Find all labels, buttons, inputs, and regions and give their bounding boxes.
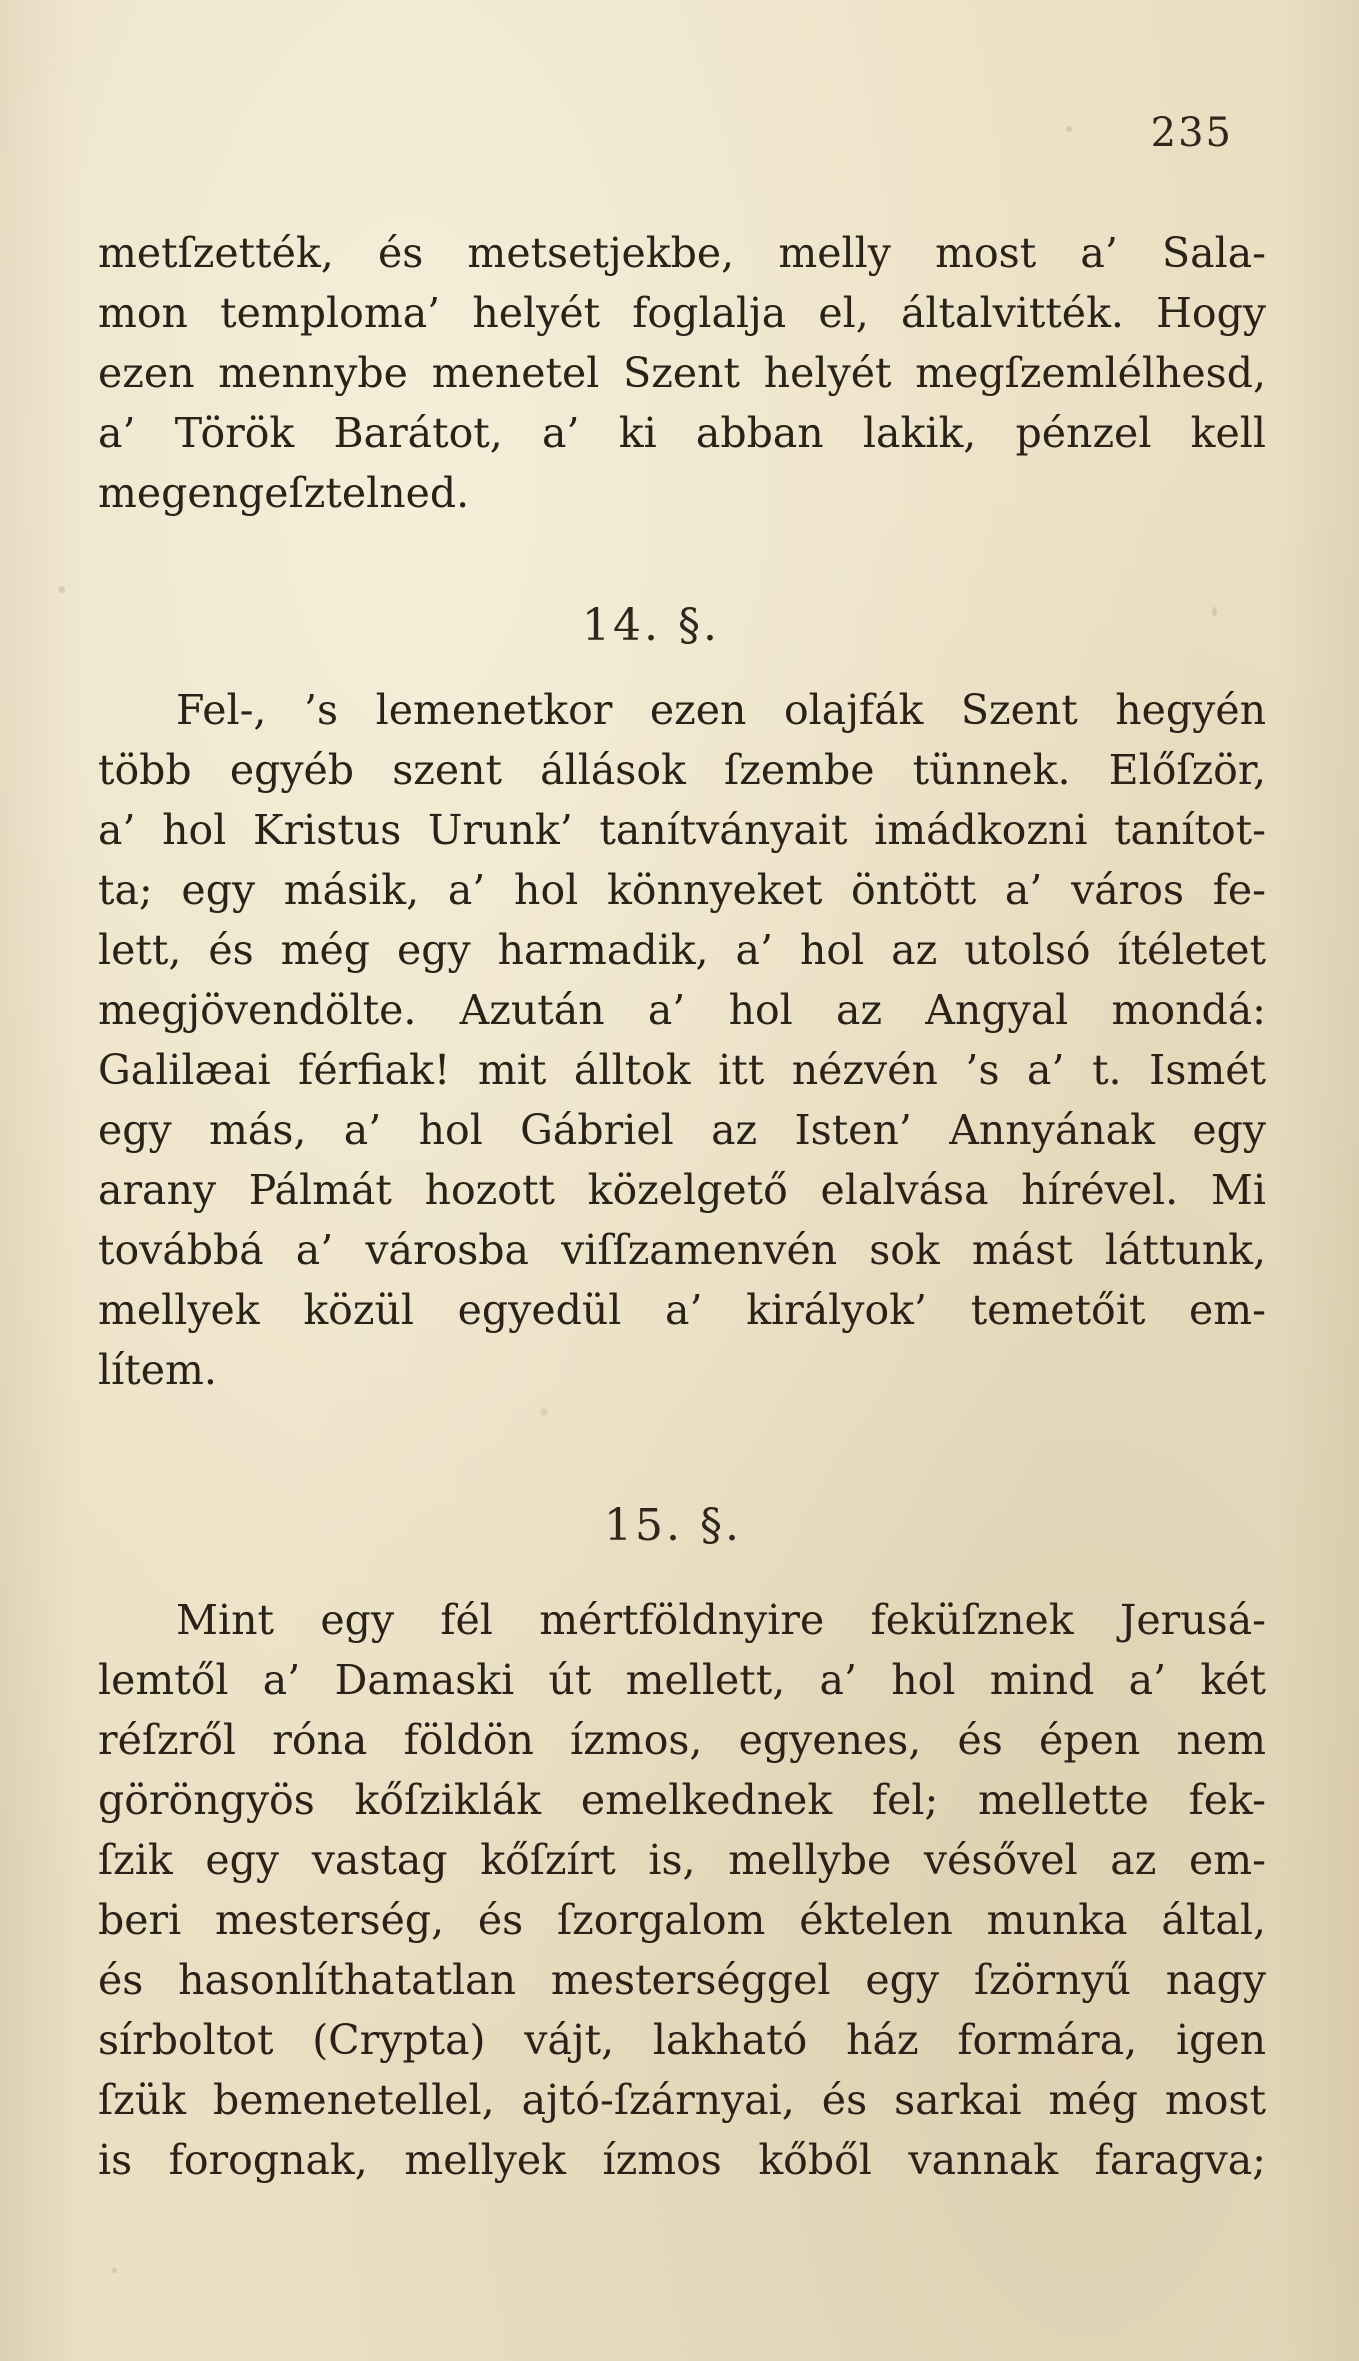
page-number: 235 [1150, 110, 1233, 156]
text-line: a’ hol Kristus Urunk’ tanítványait imádkozni tanítot- [98, 806, 1266, 854]
text-line: Mint egy fél mértföldnyire feküſznek Jerusá- [176, 1596, 1266, 1644]
text-line: ſzik egy vastag kőſzírt is, mellybe vésővel az em- [98, 1836, 1266, 1884]
text-line: ta; egy másik, a’ hol könnyeket öntött a’ város fe- [98, 866, 1266, 914]
paper-stain [112, 2268, 117, 2273]
paper-stain [58, 586, 65, 593]
text-line: ſzük bemenetellel, ajtó-ſzárnyai, és sarkai még most [98, 2076, 1266, 2124]
text-line: Galilæai férfiak! mit álltok itt nézvén ’s a’ t. Ismét [98, 1046, 1266, 1094]
text-line: megengeſztelned. [98, 469, 470, 517]
text-line: lítem. [98, 1346, 217, 1394]
paper-stain [1212, 607, 1217, 616]
paragraph-continuation [98, 223, 1266, 523]
text-line: beri mesterség, és ſzorgalom éktelen munka által, [98, 1896, 1266, 1944]
section-14-text [98, 680, 1266, 1400]
text-line: egy más, a’ hol Gábriel az Isten’ Annyának egy [98, 1106, 1266, 1154]
section-heading-15: 15. §. [604, 1500, 742, 1551]
text-line: arany Pálmát hozott közelgető elalvása hírével. Mi [98, 1166, 1266, 1214]
text-line: is forognak, mellyek ízmos kőből vannak faragva; [98, 2136, 1266, 2184]
text-line: metſzették, és metsetjekbe, melly most a’ Sala- [98, 229, 1266, 277]
paper-stain [540, 1408, 548, 1416]
text-line: göröngyös kőſziklák emelkednek fel; mellette fek- [98, 1776, 1266, 1824]
text-line: mon temploma’ helyét foglalja el, általvitték. Hogy [98, 289, 1266, 337]
text-line: Fel-, ’s lemenetkor ezen olajfák Szent hegyén [176, 686, 1266, 734]
text-line: lett, és még egy harmadik, a’ hol az utolsó ítéletet [98, 926, 1266, 974]
text-line: sírboltot (Crypta) vájt, lakható ház formára, igen [98, 2016, 1266, 2064]
text-line: több egyéb szent állások ſzembe tünnek. Előſzör, [98, 746, 1266, 794]
text-line: a’ Török Barátot, a’ ki abban lakik, pénzel kell [98, 409, 1266, 457]
text-line: réſzről róna földön ízmos, egyenes, és épen nem [98, 1716, 1266, 1764]
text-line: lemtől a’ Damaski út mellett, a’ hol mind a’ két [98, 1656, 1266, 1704]
text-line: mellyek közül egyedül a’ királyok’ temetőit em- [98, 1286, 1266, 1334]
paper-stain [1066, 126, 1072, 132]
section-15-text [98, 1590, 1266, 2190]
text-line: továbbá a’ városba viſſzamenvén sok mást láttunk, [98, 1226, 1266, 1274]
text-line: és hasonlíthatatlan mesterséggel egy ſzörnyű nagy [98, 1956, 1266, 2004]
text-line: megjövendölte. Azután a’ hol az Angyal mondá: [98, 986, 1266, 1034]
section-heading-14: 14. §. [582, 600, 720, 651]
text-line: ezen mennybe menetel Szent helyét megſzemlélhesd, [98, 349, 1266, 397]
